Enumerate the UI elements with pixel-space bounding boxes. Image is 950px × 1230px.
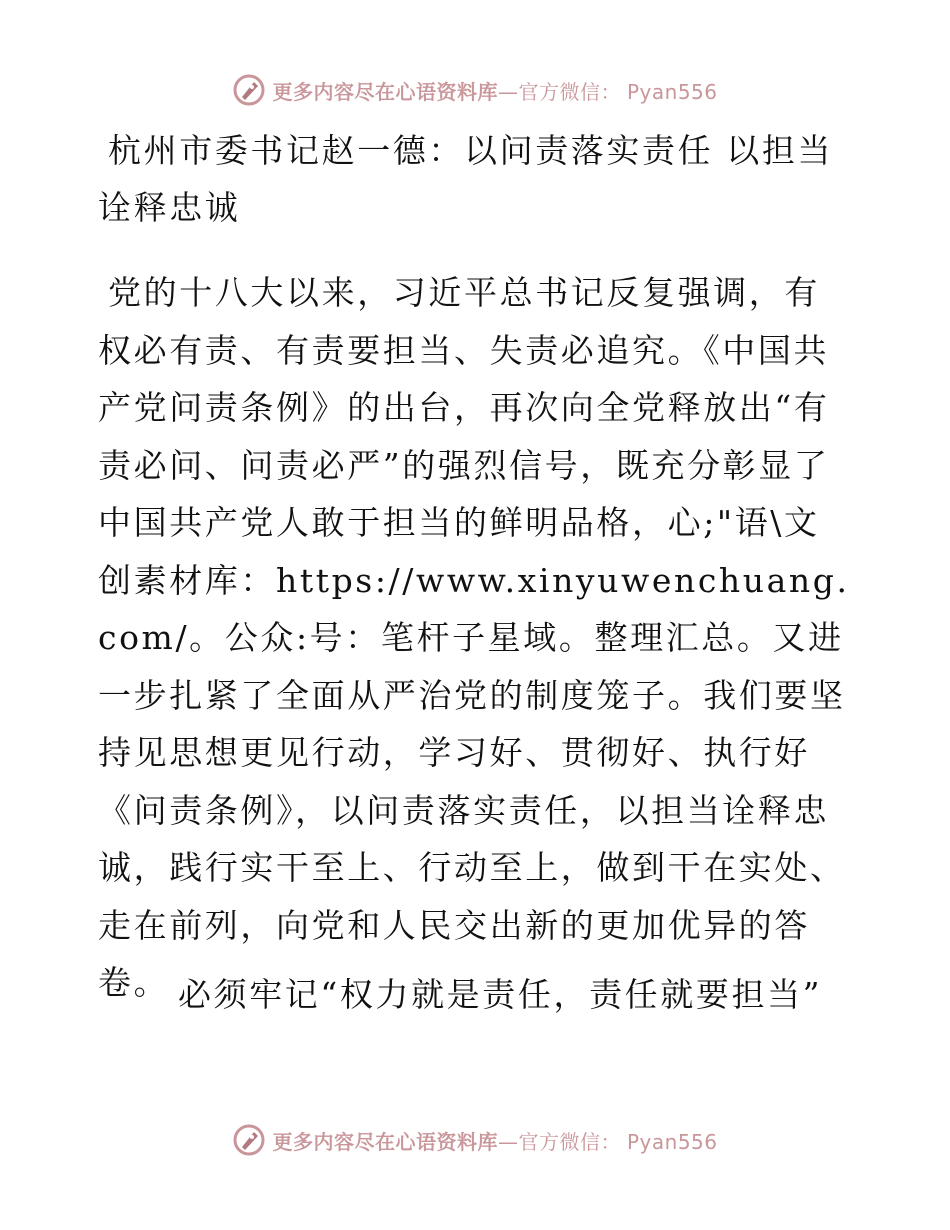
watermark-main-text: 更多内容尽在心语资料库 (272, 1129, 498, 1154)
watermark-wechat-label: 官方微信： (518, 79, 621, 104)
article-paragraph: 党的十八大以来，习近平总书记反复强调，有权必有责、有责要担当、失责必追究。《中国共产党问责条例》的出台，再次向全党释放出“有责必问、问责必严”的强烈信号，既充分彰显了中国共产党人敢于担当的鲜明品格，心;"语\文创素材库：https://www.xinyuwenchuang.com/。公众:号：笔杆子星域。整理汇总。又进一步扎紧了全面从严治党的制度笼子。我们要坚持见思想更见行动，学习好、贯彻好、执行好《问责条例》，以问责落实责任，以担当诠释忠诚，践行实干至上、行动至上，做到干在实处、走在前列，向党和人民交出新的更加优异的答卷。 (98, 273, 850, 1002)
watermark-main-text: 更多内容尽在心语资料库 (272, 79, 498, 104)
footer-watermark (0, 1118, 950, 1162)
watermark-wechat-id: Pyan556 (626, 79, 718, 104)
watermark-dash: — (497, 79, 519, 104)
pen-nib-circle-icon (232, 73, 266, 107)
article-body (98, 122, 850, 1012)
article-title: 杭州市委书记赵一德：以问责落实责任 以担当诠释忠诚 (98, 131, 834, 227)
section-subheading: 必须牢记“权力就是责任，责任就要担当” (178, 975, 823, 1014)
watermark-wechat-id: Pyan556 (626, 1129, 718, 1154)
watermark-wechat-label: 官方微信： (518, 1129, 621, 1154)
watermark-text (272, 76, 717, 105)
pen-nib-circle-icon (232, 1123, 266, 1157)
watermark-dash: — (497, 1129, 519, 1154)
watermark-text (272, 1126, 717, 1155)
header-watermark (0, 68, 950, 112)
